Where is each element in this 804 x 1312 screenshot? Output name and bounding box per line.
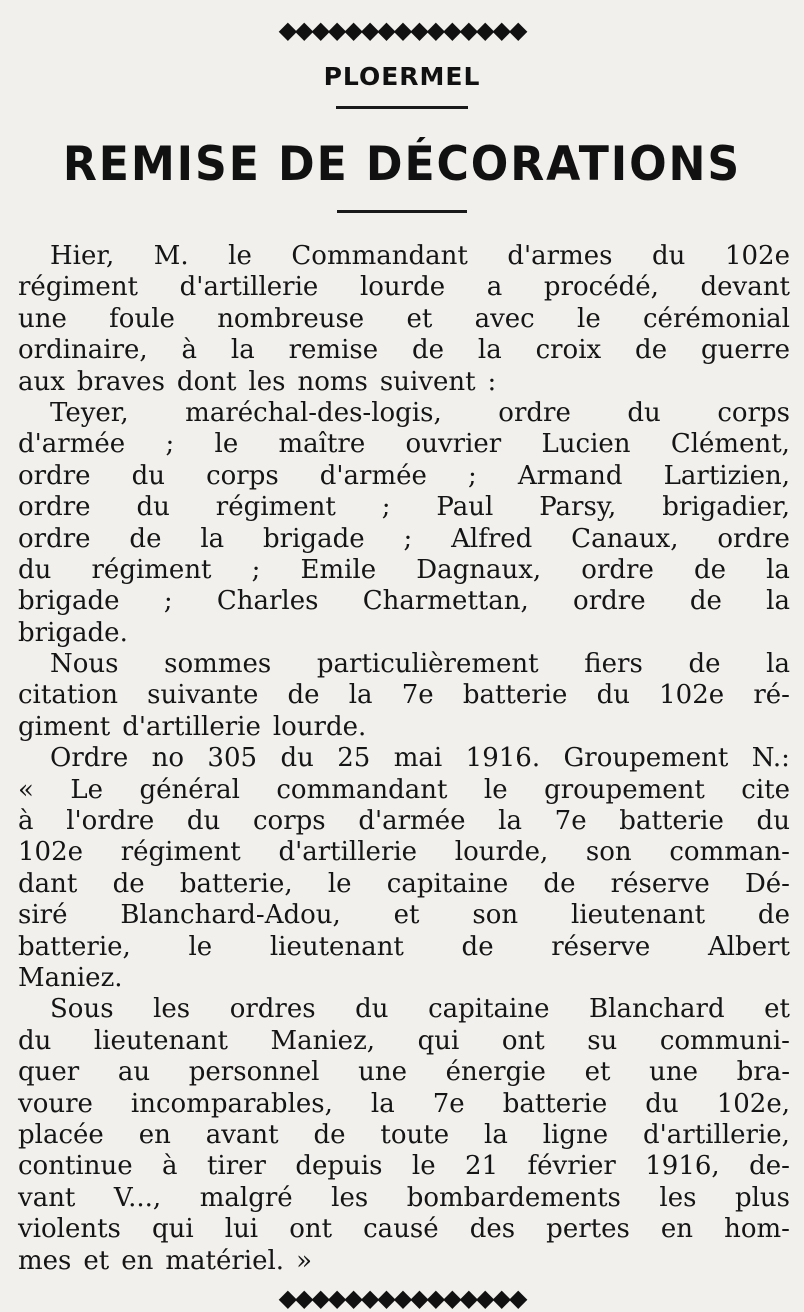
article-line: quer au personnel une énergie et une bra- <box>18 1057 790 1088</box>
article-line: dant de batterie, le capitaine de réserve Dé- <box>18 868 790 899</box>
rule-divider <box>337 210 467 213</box>
article-line: placée en avant de toute la ligne d'artillerie, <box>18 1119 790 1150</box>
article-line: ordre du régiment ; Paul Parsy, brigadier, <box>18 492 790 523</box>
top-ornament-divider: ◆◆◆◆◆◆◆◆◆◆◆◆◆◆◆ <box>278 16 526 44</box>
article-line: « Le général commandant le groupement cite <box>18 774 790 805</box>
rule-divider <box>336 106 468 109</box>
article-line: 102e régiment d'artillerie lourde, son comman- <box>18 837 790 868</box>
article-line: à l'ordre du corps d'armée la 7e batterie du <box>18 806 790 837</box>
bottom-ornament-divider: ◆◆◆◆◆◆◆◆◆◆◆◆◆◆◆ <box>278 1284 526 1312</box>
article-line: brigade ; Charles Charmettan, ordre de la <box>18 586 790 617</box>
article-line: une foule nombreuse et avec le cérémonial <box>18 303 790 334</box>
article-line: Hier, M. le Commandant d'armes du 102e <box>50 241 790 271</box>
article-line: Teyer, maréchal-des-logis, ordre du corps <box>50 397 790 428</box>
article-line: voure incomparables, la 7e batterie du 102e, <box>18 1088 790 1119</box>
article-line: giment d'artillerie lourde. <box>18 711 367 742</box>
article-headline: REMISE DE DÉCORATIONS <box>62 137 742 192</box>
article-line: mes et en matériel. » <box>18 1245 312 1276</box>
article-line: brigade. <box>18 617 128 648</box>
article-line: Nous sommes particulièrement fiers de la <box>50 649 790 680</box>
article-line: Ordre no 305 du 25 mai 1916. Groupement N.: <box>50 743 790 774</box>
article-line: du régiment ; Emile Dagnaux, ordre de la <box>18 554 790 585</box>
article-line: aux braves dont les noms suivent : <box>18 366 497 397</box>
article-line: siré Blanchard-Adou, et son lieutenant de <box>18 900 790 931</box>
article-line: continue à tirer depuis le 21 février 1916, de- <box>18 1151 790 1182</box>
city-heading: PLOERMEL <box>323 62 481 91</box>
article-line: ordinaire, à la remise de la croix de guerre <box>18 335 790 366</box>
article-line: vant V..., malgré les bombardements les plus <box>18 1182 790 1213</box>
article-line: d'armée ; le maître ouvrier Lucien Clément, <box>18 429 790 460</box>
article-line: citation suivante de la 7e batterie du 102e ré- <box>18 680 790 711</box>
article-body <box>18 241 790 1277</box>
article-line: ordre du corps d'armée ; Armand Lartizien, <box>18 460 790 491</box>
article-line: régiment d'artillerie lourde a procédé, devant <box>18 272 790 303</box>
article-line: Sous les ordres du capitaine Blanchard et <box>50 994 790 1025</box>
article-line: violents qui lui ont causé des pertes en hom- <box>18 1214 790 1245</box>
article-line: du lieutenant Maniez, qui ont su communi- <box>18 1025 790 1056</box>
article-line: batterie, le lieutenant de réserve Albert <box>18 931 790 962</box>
article-line: Maniez. <box>18 962 123 993</box>
article-line: ordre de la brigade ; Alfred Canaux, ordre <box>18 523 790 554</box>
